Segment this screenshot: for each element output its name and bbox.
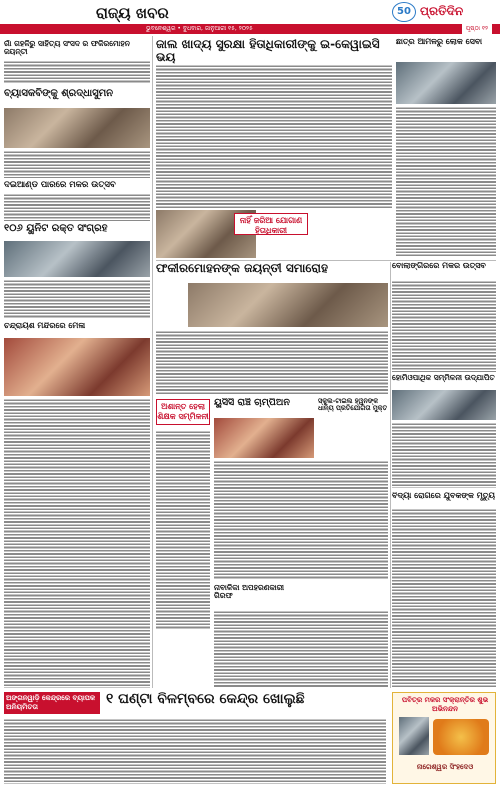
story-text: [4, 279, 150, 319]
story-byasakabi: [4, 88, 150, 106]
newspaper-brand: ପ୍ରତିଦିନ: [420, 4, 464, 18]
story-headline: ବିଦ୍ୟା ରୋଗରେ ଯୁବକଙ୍କ ମୃତ୍ୟୁ: [392, 492, 495, 500]
story-vidya: [392, 492, 496, 506]
page-number: ପୃଷ୍ଠା ୧୨: [462, 24, 492, 34]
story-ucc: [214, 398, 314, 416]
story-headline: ଜାଲ ଖାଦ୍ୟ ସୁରକ୍ଷା ହିତାଧିକାରୀଙ୍କୁ ଇ-କେୱାଇସି ଭୟ: [156, 38, 380, 64]
story-blood-donation: [4, 223, 150, 239]
story-text: [392, 508, 496, 688]
kite-illustration: [433, 719, 489, 755]
callout-box: ନାହିଁ ଜରିଆ ଯୋଗାଣ ହିତାଧିକାରୀ: [234, 213, 308, 235]
ad-portrait: [399, 717, 429, 755]
story-headline: ଦଇଆଣ୍ଡି ପାରରେ ମକର ଉତ୍ସବ: [4, 181, 116, 190]
story-text: [4, 150, 150, 178]
story-ekyc: [156, 38, 392, 64]
story-headline: ଛାତ୍ର ଆମଳରୁ ଲୋକ ସେବା: [396, 38, 483, 46]
masthead: [0, 0, 500, 24]
portrait-photo: [396, 62, 496, 104]
ceremony-photo: [188, 283, 388, 327]
story-headline: ବୋଲାଙ୍ଗିରରେ ମକର ଉତ୍ସବ: [392, 262, 486, 270]
story-headline: ଗାଁ ଗହଳିରୁ ସାହିତ୍ୟ ସଂସଦ ର ଫକିରମୋହନ ଜୟନ୍ତୀ: [4, 40, 130, 57]
story-headline: ନାବାଳିକା ଅପହରଣକାରୀ ଗିରଫ: [214, 584, 284, 601]
anniversary-logo: 50: [392, 2, 416, 22]
team-photo: [214, 418, 314, 458]
story-bolangir: [392, 262, 496, 278]
bottom-section: [0, 692, 500, 788]
festival-ad: [392, 692, 496, 784]
story-text: [392, 422, 496, 488]
story-headline: ଫକୀରମୋହନଙ୍କ ଜୟନ୍ତୀ ସମାରୋହ: [156, 262, 328, 275]
story-homeopathy: [392, 374, 496, 388]
seminar-photo: [392, 390, 496, 420]
section-divider: [156, 260, 496, 261]
story-text: [396, 106, 496, 256]
story-ekyc-body: [156, 64, 392, 208]
ad-title: ପବିତ୍ର ମକର ସଂକ୍ରାନ୍ତିର ଶୁଭ ଅଭିନନ୍ଦନ: [401, 696, 489, 713]
bottom-headline: ୧ ଘଣ୍ଟା ବିଳମ୍ବରେ କେନ୍ଦ୍ର ଖୋଲୁଛି: [106, 691, 305, 707]
story-headline: ବ୍ୟାସକବିଙ୍କୁ ଶ୍ରଦ୍ଧାସୁମନ: [4, 88, 114, 99]
dateline-bar: [0, 24, 500, 34]
story-headline: ଚନ୍ଦ୍ରାୟଶ ମନ୍ଦିରରେ ମେଳା: [4, 322, 86, 330]
story-headline: ହୋମିଓପାଥିକ ସମ୍ମିଳନୀ ଉଦ୍ଯାପିତ: [392, 374, 495, 382]
story-text: [392, 280, 496, 372]
story-photo: [4, 108, 150, 148]
ad-name: ନାଗେଶ୍ୱର ସିଂହଦେଓ: [416, 763, 474, 771]
story-headline: ସ୍କୁଲ-ଟାଇଲ ହ୍ୱିନଙ୍କ ଧାନ୍ୟ ପ୍ରତିଯୋଗିତା ମୁକ୍ତ: [318, 398, 388, 413]
story-school: [318, 398, 388, 420]
story-chandrayash: [4, 322, 150, 336]
column-divider: [152, 36, 153, 688]
story-body: [4, 718, 386, 784]
story-student-life: [396, 38, 496, 62]
story-text: [156, 330, 388, 394]
story-fakirmohan: [156, 262, 388, 282]
section-title: ରାଜ୍ୟ ଖବର: [96, 4, 169, 22]
story-text: [214, 460, 388, 580]
boxed-notice: ଅଶାନ୍ତ ହେଲା ଶିକ୍ଷକ ସମ୍ମିଳନୀ: [156, 399, 210, 425]
story-daiyandi: [4, 181, 150, 221]
anganwadi-tag: ଅଙ୍ଗନୱାଡ଼ି କେନ୍ଦ୍ରରେ ବ୍ୟାପକ ଅନିୟମିତତା: [4, 692, 100, 714]
issue-date: ଭୁବନେଶ୍ୱର • ବୁଧବାର, ଜାନୁଆରୀ ୧୫, ୨୦୨୫: [146, 25, 253, 32]
blood-donation-photo: [4, 241, 150, 277]
temple-fair-photo: [4, 338, 150, 396]
story-text: [4, 398, 150, 688]
story-text: [156, 430, 210, 630]
story-text: [214, 610, 388, 688]
story-body: [4, 193, 150, 221]
column-divider: [390, 262, 391, 688]
story-sahitya-sansad: [4, 40, 150, 84]
story-kidnap: [214, 584, 294, 608]
story-headline: ୟୁସିସି ରାଞ୍ଚି ଚାମ୍ପିଅନ: [214, 398, 290, 408]
story-body: [4, 60, 150, 84]
story-headline: ୧୦୬ ୟୁନିଟ ରକ୍ତ ସଂଗ୍ରହ: [4, 223, 108, 234]
